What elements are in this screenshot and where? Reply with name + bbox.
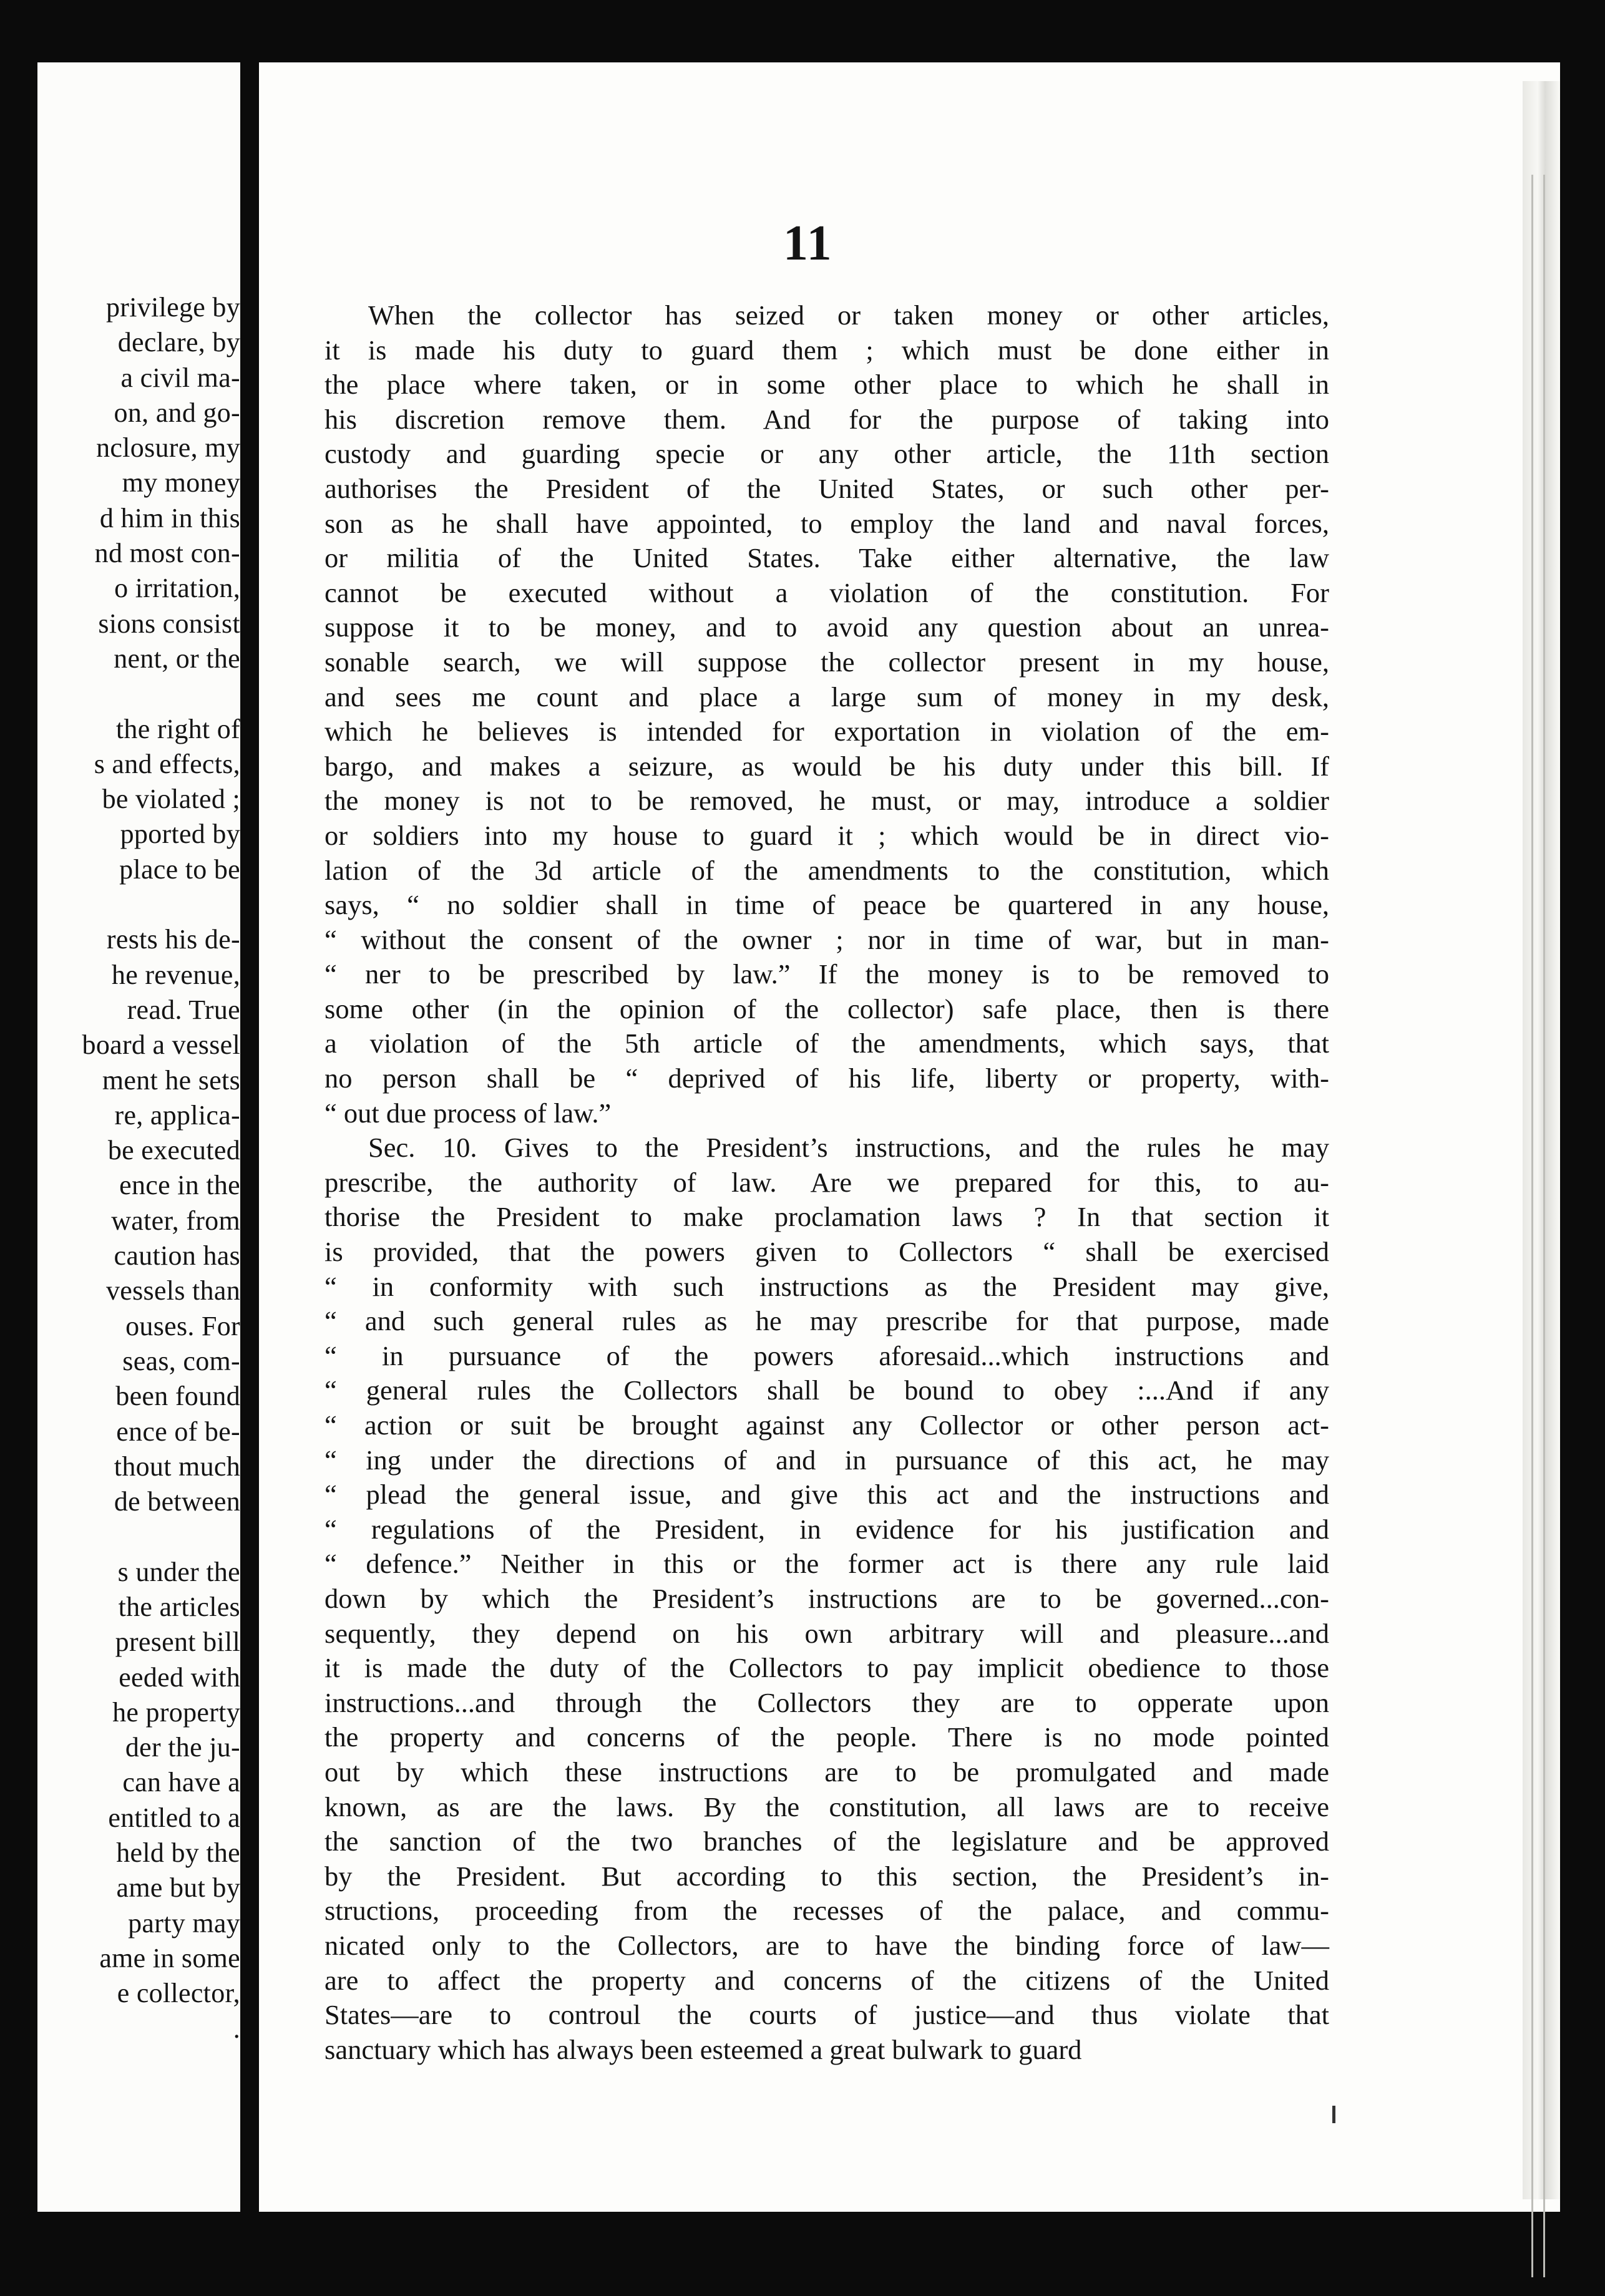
text-line: says, “ no soldier shall in time of peace be quartered in any house, [324, 889, 1329, 921]
facing-page-line: eeded with [119, 1661, 240, 1693]
facing-page-line: he property [112, 1696, 240, 1728]
print-mark [1332, 2106, 1335, 2123]
text-line: the sanction of the two branches of the legislature and be approved [324, 1826, 1329, 1857]
facing-page-line: ame but by [116, 1872, 240, 1904]
text-line: the place where taken, or in some other place to which he shall in [324, 369, 1329, 401]
text-line: authorises the President of the United States, or such other per- [324, 472, 1329, 504]
text-line: “ ing under the directions of and in pursuance of this act, he may [324, 1444, 1329, 1476]
facing-page-line: my money [122, 467, 240, 499]
facing-page-line: d him in this [99, 502, 240, 533]
page-edge-line [1543, 175, 1545, 2277]
facing-page-line: present bill [115, 1627, 240, 1658]
facing-page-line: caution has [114, 1240, 240, 1272]
body-text [324, 298, 1329, 2067]
facing-page-text [41, 290, 240, 2046]
text-line: lation of the 3d article of the amendments to the constitution, which [324, 854, 1329, 886]
text-line: some other (in the opinion of the collector) safe place, then is there [324, 993, 1329, 1024]
text-line: it is made his duty to guard them ; which must be done either in [324, 334, 1329, 366]
text-line: is provided, that the powers given to Collectors “ shall be exercised [324, 1236, 1329, 1268]
text-line: which he believes is intended for exportation in violation of the em- [324, 716, 1329, 747]
text-line: down by which the President’s instructions are to be governed...con- [324, 1582, 1329, 1614]
facing-page-line: read. True [127, 994, 240, 1025]
text-line: “ without the consent of the owner ; nor in time of war, but in man- [324, 923, 1329, 955]
facing-page-line: privilege by [106, 292, 240, 323]
text-line: or soldiers into my house to guard it ; which would be in direct vio- [324, 819, 1329, 851]
facing-page-line: the articles [118, 1591, 240, 1622]
facing-page-line: vessels than [105, 1275, 240, 1306]
facing-page-line: e collector, [117, 1978, 240, 2009]
facing-page-line: can have a [122, 1767, 240, 1798]
text-line: “ action or suit be brought against any Collector or other person act- [324, 1409, 1329, 1441]
text-line: “ out due process of law.” [324, 1097, 612, 1129]
book-gutter [240, 50, 259, 2221]
text-line: “ and such general rules as he may prescribe for that purpose, made [324, 1305, 1329, 1337]
text-line: and sees me count and place a large sum of money in my desk, [324, 681, 1329, 713]
facing-page-line: ment he sets [102, 1064, 240, 1096]
text-line: “ regulations of the President, in evidence for his justification and [324, 1513, 1329, 1545]
facing-page-line: s and effects, [94, 748, 240, 779]
facing-page-line: nclosure, my [96, 432, 240, 464]
page-edge-stack [1523, 81, 1560, 2199]
text-line: When the collector has seized or taken money or other articles, [368, 299, 1329, 331]
facing-page-line: . [233, 2013, 240, 2044]
facing-page-line: party may [128, 1907, 240, 1938]
facing-page-line: s under the [117, 1556, 240, 1587]
text-line: custody and guarding specie or any other article, the 11th section [324, 438, 1329, 470]
text-line: it is made the duty of the Collectors to pay implicit obedience to those [324, 1652, 1329, 1684]
facing-page-line: board a vessel [82, 1029, 240, 1061]
text-line: sonable search, we will suppose the collector present in my house, [324, 646, 1329, 678]
text-line: by the President. But according to this section, the President’s in- [324, 1860, 1329, 1892]
facing-page-line: nent, or the [114, 643, 240, 674]
facing-page-line: ame in some [99, 1942, 240, 1973]
facing-page-line: a civil ma- [120, 362, 240, 393]
facing-page-fragment [37, 62, 240, 2212]
text-line: suppose it to be money, and to avoid any question about an unrea- [324, 611, 1329, 643]
text-line: the property and concerns of the people. There is no mode pointed [324, 1721, 1329, 1753]
scan-border-bottom [0, 2212, 1605, 2296]
facing-page-line: place to be [119, 854, 240, 885]
text-line: his discretion remove them. And for the purpose of taking into [324, 403, 1329, 435]
text-line: “ in pursuance of the powers aforesaid...which instructions and [324, 1340, 1329, 1371]
facing-page-line: held by the [116, 1837, 240, 1869]
facing-page-line: entitled to a [108, 1802, 240, 1833]
text-line: cannot be executed without a violation of the constitution. For [324, 576, 1329, 608]
facing-page-line [41, 1519, 240, 1554]
text-line: or militia of the United States. Take either alternative, the law [324, 542, 1329, 574]
text-line: sequently, they depend on his own arbitrary will and pleasure...and [324, 1617, 1329, 1649]
text-line: are to affect the property and concerns of the citizens of the United [324, 1964, 1329, 1996]
text-line: structions, proceeding from the recesses of the palace, and commu- [324, 1895, 1329, 1927]
text-line: sanctuary which has always been esteemed a great bulwark to guard [324, 2033, 1082, 2065]
facing-page-line: o irritation, [114, 573, 240, 604]
text-line: bargo, and makes a seizure, as would be his duty under this bill. If [324, 750, 1329, 782]
facing-page-line: seas, com- [122, 1345, 240, 1376]
text-line: “ plead the general issue, and give this act and the instructions and [324, 1479, 1329, 1510]
text-line: “ general rules the Collectors shall be bound to obey :...And if any [324, 1374, 1329, 1406]
text-line: Sec. 10. Gives to the President’s instructions, and the rules he may [368, 1132, 1329, 1164]
text-line: prescribe, the authority of law. Are we prepared for this, to au- [324, 1166, 1329, 1198]
page-number: 11 [783, 216, 833, 271]
facing-page-line: been found [115, 1381, 240, 1412]
text-line: nicated only to the Collectors, are to have the binding force of law— [324, 1929, 1329, 1961]
facing-page-line: ence in the [119, 1170, 240, 1201]
scan-border-left [0, 0, 37, 2296]
facing-page-line: nd most con- [94, 538, 240, 569]
facing-page-line: sions consist [98, 608, 240, 639]
text-line: instructions...and through the Collectors they are to opperate upon [324, 1686, 1329, 1718]
text-line: son as he shall have appointed, to employ the land and naval forces, [324, 507, 1329, 539]
facing-page-line: ouses. For [125, 1310, 240, 1341]
facing-page-line: be executed [107, 1135, 240, 1166]
text-line: known, as are the laws. By the constitution, all laws are to receive [324, 1791, 1329, 1822]
text-line: no person shall be “ deprived of his life, liberty or property, with- [324, 1063, 1329, 1094]
facing-page-line: on, and go- [114, 397, 240, 428]
text-line: the money is not to be removed, he must, or may, introduce a soldier [324, 785, 1329, 817]
text-line: a violation of the 5th article of the amendments, which says, that [324, 1028, 1329, 1059]
text-line: thorise the President to make proclamation laws ? In that section it [324, 1201, 1329, 1233]
facing-page-line: pported by [120, 819, 240, 850]
text-line: States—are to controul the courts of justice—and thus violate that [324, 1999, 1329, 2031]
text-line: “ ner to be prescribed by law.” If the money is to be removed to [324, 958, 1329, 990]
page-edge-line [1531, 175, 1533, 2277]
facing-page-line [41, 887, 240, 922]
facing-page-line: rests his de- [106, 924, 240, 955]
facing-page-line: der the ju- [125, 1732, 240, 1763]
text-line: out by which these instructions are to be promulgated and made [324, 1756, 1329, 1788]
facing-page-line: re, applica- [114, 1099, 240, 1131]
facing-page-line: he revenue, [111, 959, 240, 990]
facing-page-line [41, 676, 240, 711]
facing-page-line: declare, by [117, 327, 240, 358]
facing-page-line: the right of [115, 713, 240, 744]
facing-page-line: ence of be- [116, 1416, 240, 1447]
facing-page-line: de between [114, 1486, 240, 1517]
text-line: “ in conformity with such instructions as the President may give, [324, 1270, 1329, 1302]
scan-border-right [1560, 0, 1605, 2296]
facing-page-line: be violated ; [102, 784, 240, 815]
text-line: “ defence.” Neither in this or the former act is there any rule laid [324, 1548, 1329, 1580]
facing-page-line: water, from [111, 1205, 240, 1236]
facing-page-line: thout much [114, 1451, 240, 1482]
